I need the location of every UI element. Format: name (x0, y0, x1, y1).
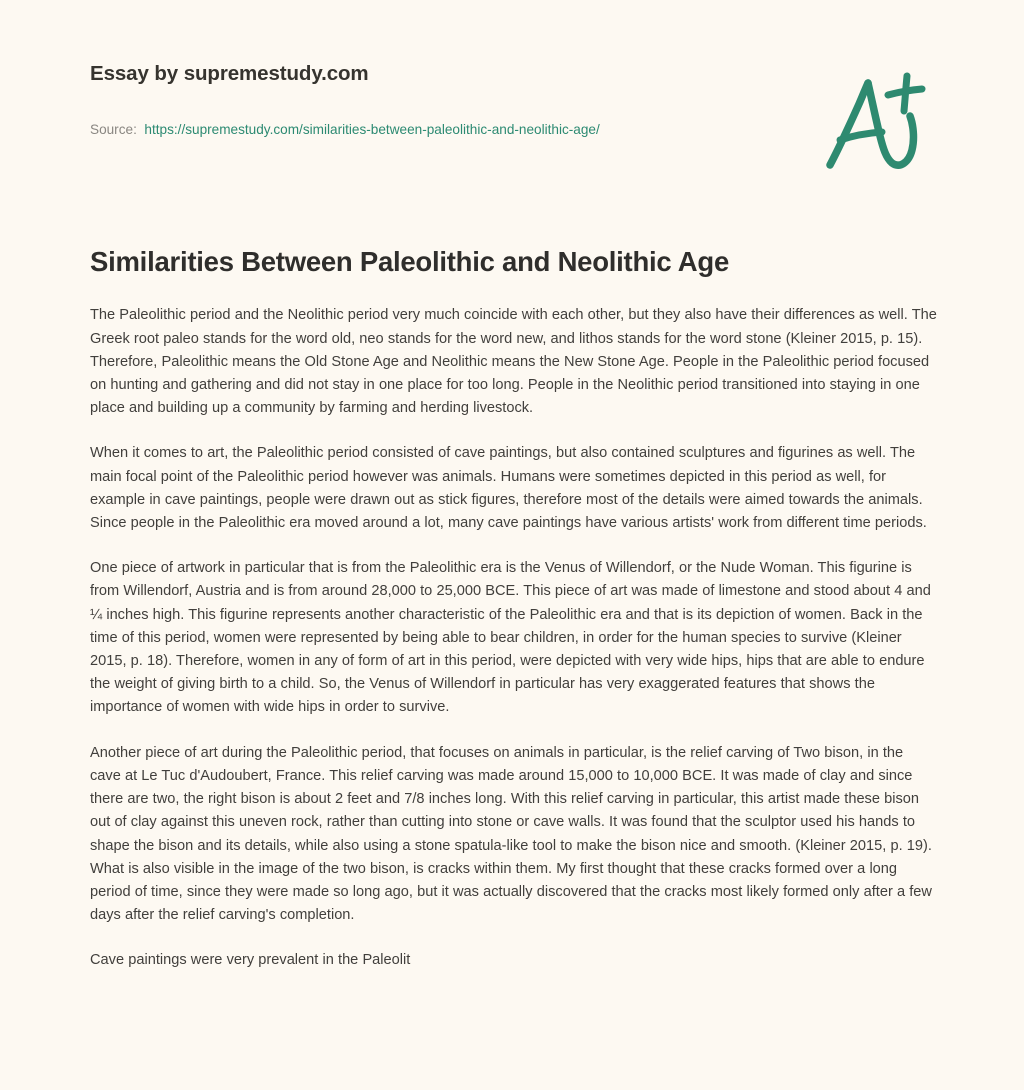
source-url-link[interactable]: https://supremestudy.com/similarities-between-paleolithic-and-neolithic-age/ (144, 122, 600, 137)
a-plus-logo-icon (812, 62, 936, 180)
document-header (0, 0, 1024, 200)
paragraph-truncated: Cave paintings were very prevalent in the Paleolit (90, 952, 411, 969)
paragraph: Another piece of art during the Paleolithic period, that focuses on animals in particular, is the relief carving of Two bison, in the cave at Le Tuc d'Audoubert, France. This relief carving was made around 15,000 to 10,000 BCE. It was made of clay and since there are two, the right bison is about 2 feet and 7/8 inches long. With this relief carving in particular, this artist made these bison out of clay against this uneven rock, rather than cutting into stone or cave walls. It was found that the sculptor used his hands to shape the bison and its details, while also using a stone spatula-like tool to make the bison nice and smooth. (Kleiner 2015, p. 19). What is also visible in the image of the two bison, is cracks within them. My first thought that these cracks formed over a long period of time, since they were made so long ago, but it was actually discovered that the cracks most likely formed only after a few days after the relief carving's completion. (90, 744, 932, 924)
paragraph: The Paleolithic period and the Neolithic period very much coincide with each other, but they also have their differences as well. The Greek root paleo stands for the word old, neo stands for the word new, and lithos stands for the word stone (Kleiner 2015, p. 15). Therefore, Paleolithic means the Old Stone Age and Neolithic means the New Stone Age. People in the Paleolithic period focused on hunting and gathering and did not stay in one place for too long. People in the Neolithic period transitioned into staying in one place and building up a community by farming and herding livestock. (90, 307, 937, 417)
article (90, 246, 938, 973)
source-line (90, 123, 600, 137)
brand-title: Essay by supremestudy.com (90, 62, 369, 85)
paragraph: One piece of artwork in particular that is from the Paleolithic era is the Venus of Willendorf, or the Nude Woman. This figurine is from Willendorf, Austria and is from around 28,000 to 25,000 BCE. This piece of art was made of limestone and stood about 4 and ¼ inches high. This figurine represents another characteristic of the Paleolithic era and that is its depiction of women. Back in the time of this period, women were represented by being able to bear children, in order for the human species to survive (Kleiner 2015, p. 18). Therefore, women in any of form of art in this period, were depicted with very wide hips, hips that are able to endure the weight of giving birth to a child. So, the Venus of Willendorf in particular has very exaggerated features that shows the importance of women with wide hips in order to survive. (90, 560, 931, 716)
article-body (90, 304, 938, 972)
source-label: Source: (90, 122, 137, 137)
paragraph: When it comes to art, the Paleolithic period consisted of cave paintings, but also contained sculptures and figurines as well. The main focal point of the Paleolithic period however was animals. Humans were sometimes depicted in this period as well, for example in cave paintings, people were drawn out as stick figures, therefore most of the details were aimed towards the animals. Since people in the Paleolithic era moved around a lot, many cave paintings have various artists' work from different time periods. (90, 445, 927, 532)
page-title: Similarities Between Paleolithic and Neolithic Age (90, 246, 730, 277)
bottom-clip-mask (0, 1074, 1024, 1090)
